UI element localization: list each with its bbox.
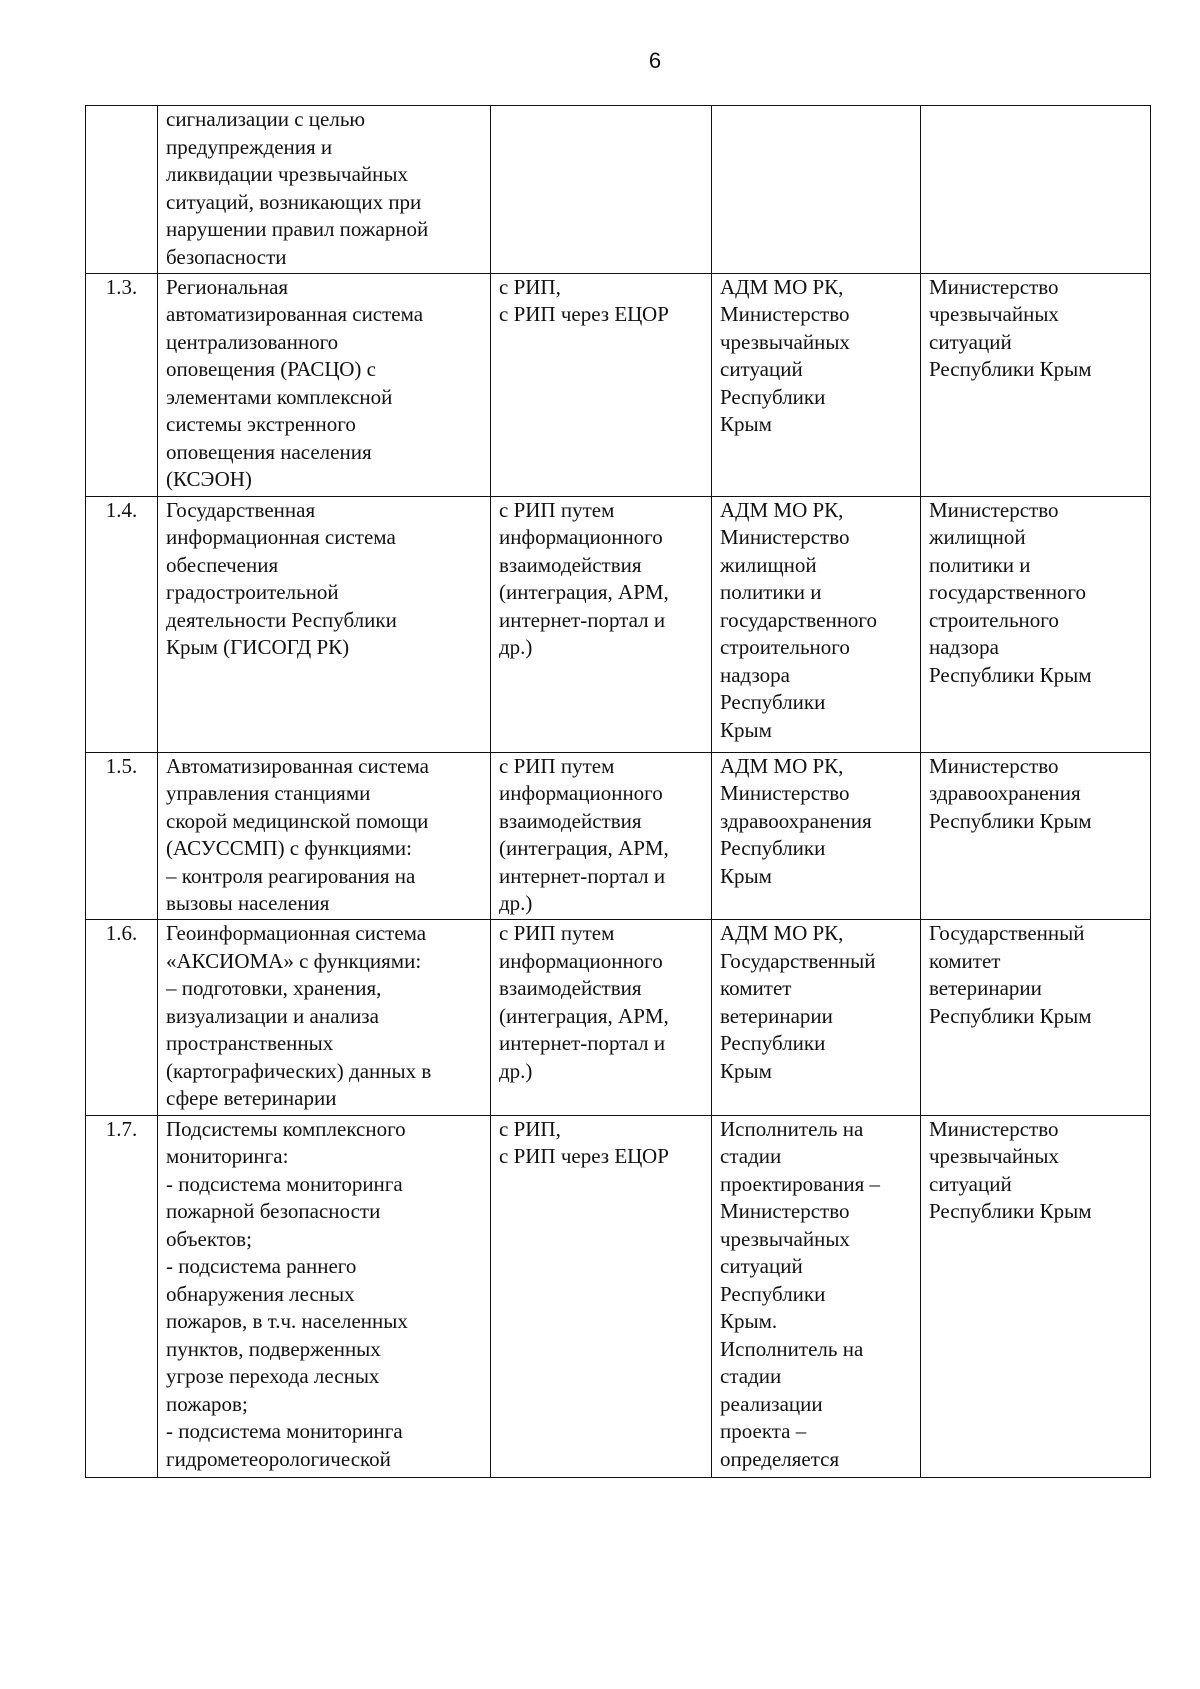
executor: АДМ МО РК, Министерство чрезвычайных ситуаций Республики Крым (712, 273, 921, 496)
responsible-body: Министерство жилищной политики и государственного строительного надзора Республики Крым (921, 496, 1151, 752)
connection-method (491, 106, 712, 274)
executor: Исполнитель на стадии проектирования – Министерство чрезвычайных ситуаций Республики Крым. Исполнитель на стадии реализации проекта – определяется (712, 1115, 921, 1477)
system-name: Региональная автоматизированная система централизованного оповещения (РАСЦО) с элементами комплексной системы экстренного оповещения населения (КСЭОН) (158, 273, 491, 496)
connection-method: с РИП путем информационного взаимодействия (интеграция, АРМ, интернет-портал и др.) (491, 920, 712, 1115)
responsible-body (921, 106, 1151, 274)
responsible-body: Министерство чрезвычайных ситуаций Республики Крым (921, 273, 1151, 496)
table-row (86, 106, 1151, 274)
responsible-body: Государственный комитет ветеринарии Республики Крым (921, 920, 1151, 1115)
system-name: Подсистемы комплексного мониторинга: - подсистема мониторинга пожарной безопасности объектов; - подсистема раннего обнаружения лесных пожаров, в т.ч. населенных пунктов, подверженных угрозе перехода лесных пожаров; - подсистема мониторинга гидрометеорологической (158, 1115, 491, 1477)
table-row (86, 752, 1151, 920)
system-name: сигнализации с целью предупреждения и ликвидации чрезвычайных ситуаций, возникающих при нарушении правил пожарной безопасности (158, 106, 491, 274)
system-name: Автоматизированная система управления станциями скорой медицинской помощи (АСУССМП) с функциями: – контроля реагирования на вызовы населения (158, 752, 491, 920)
responsible-body: Министерство здравоохранения Республики Крым (921, 752, 1151, 920)
connection-method: с РИП путем информационного взаимодействия (интеграция, АРМ, интернет-портал и др.) (491, 496, 712, 752)
responsible-body: Министерство чрезвычайных ситуаций Республики Крым (921, 1115, 1151, 1477)
table-row (86, 1115, 1151, 1477)
executor: АДМ МО РК, Министерство жилищной политики и государственного строительного надзора Республики Крым (712, 496, 921, 752)
page-number: 6 (648, 48, 662, 73)
systems-table (85, 105, 1151, 1478)
executor (712, 106, 921, 274)
row-number: 1.4. (86, 496, 158, 752)
row-number: 1.7. (86, 1115, 158, 1477)
table-row (86, 496, 1151, 752)
system-name: Государственная информационная система обеспечения градостроительной деятельности Республики Крым (ГИСОГД РК) (158, 496, 491, 752)
connection-method: с РИП, с РИП через ЕЦОР (491, 273, 712, 496)
table-row (86, 273, 1151, 496)
row-number (86, 106, 158, 274)
executor: АДМ МО РК, Государственный комитет ветеринарии Республики Крым (712, 920, 921, 1115)
table-row (86, 920, 1151, 1115)
connection-method: с РИП, с РИП через ЕЦОР (491, 1115, 712, 1477)
system-name: Геоинформационная система «АКСИОМА» с функциями: – подготовки, хранения, визуализации и анализа пространственных (картографических) данных в сфере ветеринарии (158, 920, 491, 1115)
executor: АДМ МО РК, Министерство здравоохранения Республики Крым (712, 752, 921, 920)
row-number: 1.3. (86, 273, 158, 496)
row-number: 1.5. (86, 752, 158, 920)
connection-method: с РИП путем информационного взаимодействия (интеграция, АРМ, интернет-портал и др.) (491, 752, 712, 920)
row-number: 1.6. (86, 920, 158, 1115)
